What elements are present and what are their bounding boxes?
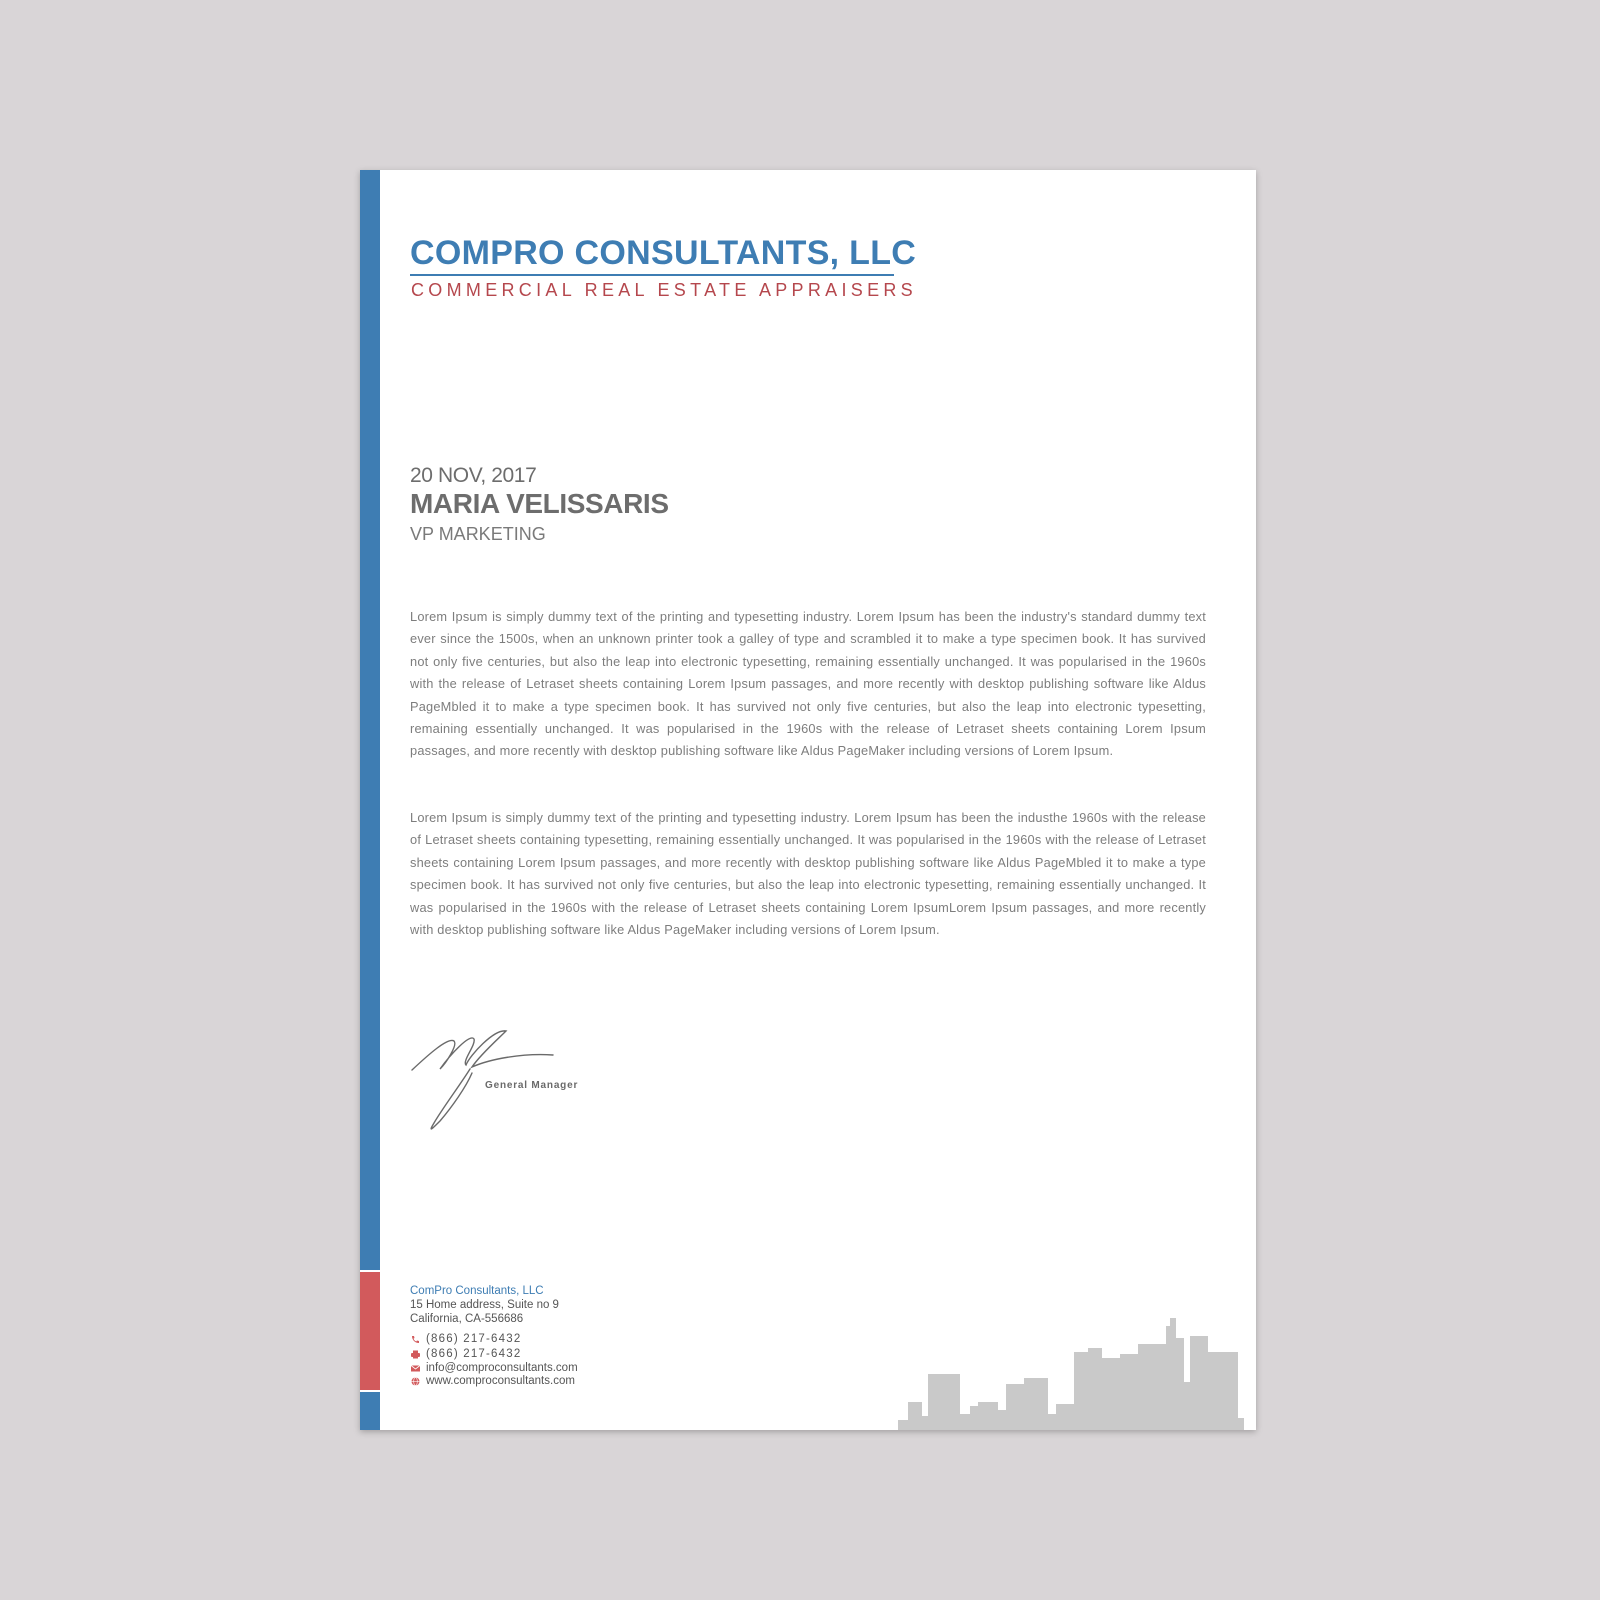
recipient-name: MARIA VELISSARIS bbox=[410, 488, 669, 519]
side-accent-bar-red bbox=[360, 1272, 380, 1390]
signer-title: General Manager bbox=[485, 1080, 579, 1091]
header-divider bbox=[410, 274, 894, 276]
footer-company-name: ComPro Consultants, LLC bbox=[410, 1285, 544, 1297]
body-paragraph: Lorem Ipsum is simply dummy text of the printing and typesetting industry. Lorem Ipsum has been the industhe 1960s with the release of Letraset sheets containing typesetting, remaining essentially unchanged. It was popularised in the 1960s with the release of Letraset sheets containing Lorem Ipsum passages, and more recently with desktop publishing software like Aldus PageMbled it to make a type specimen book. It has survived not only five centuries, but also the leap into electronic typesetting, remaining essentially unchanged. It was popularised in the 1960s with the release of Letraset sheets containing Lorem IpsumLorem Ipsum passages, and more recently with desktop publishing software like Aldus PageMaker including versions of Lorem Ipsum. bbox=[410, 810, 1206, 938]
footer-fax bbox=[410, 1348, 521, 1360]
body-paragraph: Lorem Ipsum is simply dummy text of the printing and typesetting industry. Lorem Ipsum has been the industry's standard dummy text ever since the 1500s, when an unknown printer took a galley of type and scrambled it to make a type specimen book. It has survived not only five centuries, but also the leap into electronic typesetting, remaining essentially unchanged. It was popularised in the 1960s with the release of Letraset sheets containing Lorem Ipsum passages, and more recently with desktop publishing software like Aldus PageMbled it to make a type specimen book. It has survived not only five centuries, but also the leap into electronic typesetting, remaining essentially unchanged. It was popularised in the 1960s with the release of Letraset sheets containing Lorem Ipsum passages, and more recently with desktop publishing software like Aldus PageMaker including versions of Lorem Ipsum. bbox=[410, 609, 1206, 759]
side-bar-divider bbox=[360, 1390, 380, 1392]
footer-website bbox=[410, 1375, 575, 1387]
envelope-icon bbox=[410, 1364, 421, 1373]
phone-icon bbox=[410, 1335, 421, 1344]
footer-address-line: 15 Home address, Suite no 9 bbox=[410, 1299, 559, 1311]
globe-icon bbox=[410, 1377, 421, 1386]
company-tagline: COMMERCIAL REAL ESTATE APPRAISERS bbox=[411, 280, 917, 300]
recipient-title: VP MARKETING bbox=[410, 524, 546, 544]
side-bar-divider bbox=[360, 1270, 380, 1272]
fax-icon bbox=[410, 1350, 421, 1359]
side-accent-bar bbox=[360, 170, 380, 1430]
letter-date: 20 NOV, 2017 bbox=[410, 464, 537, 487]
email-address: info@comproconsultants.com bbox=[426, 1362, 578, 1374]
footer-address-line: California, CA-556686 bbox=[410, 1313, 524, 1325]
footer-email bbox=[410, 1362, 578, 1374]
letterhead-sheet bbox=[360, 170, 1256, 1430]
company-name: COMPRO CONSULTANTS, LLC bbox=[410, 234, 917, 272]
fax-number: (866) 217-6432 bbox=[426, 1348, 522, 1360]
phone-number: (866) 217-6432 bbox=[426, 1333, 522, 1345]
footer-phone bbox=[410, 1333, 521, 1345]
city-skyline-graphic bbox=[898, 1318, 1248, 1430]
website-url: www.comproconsultants.com bbox=[426, 1375, 575, 1387]
